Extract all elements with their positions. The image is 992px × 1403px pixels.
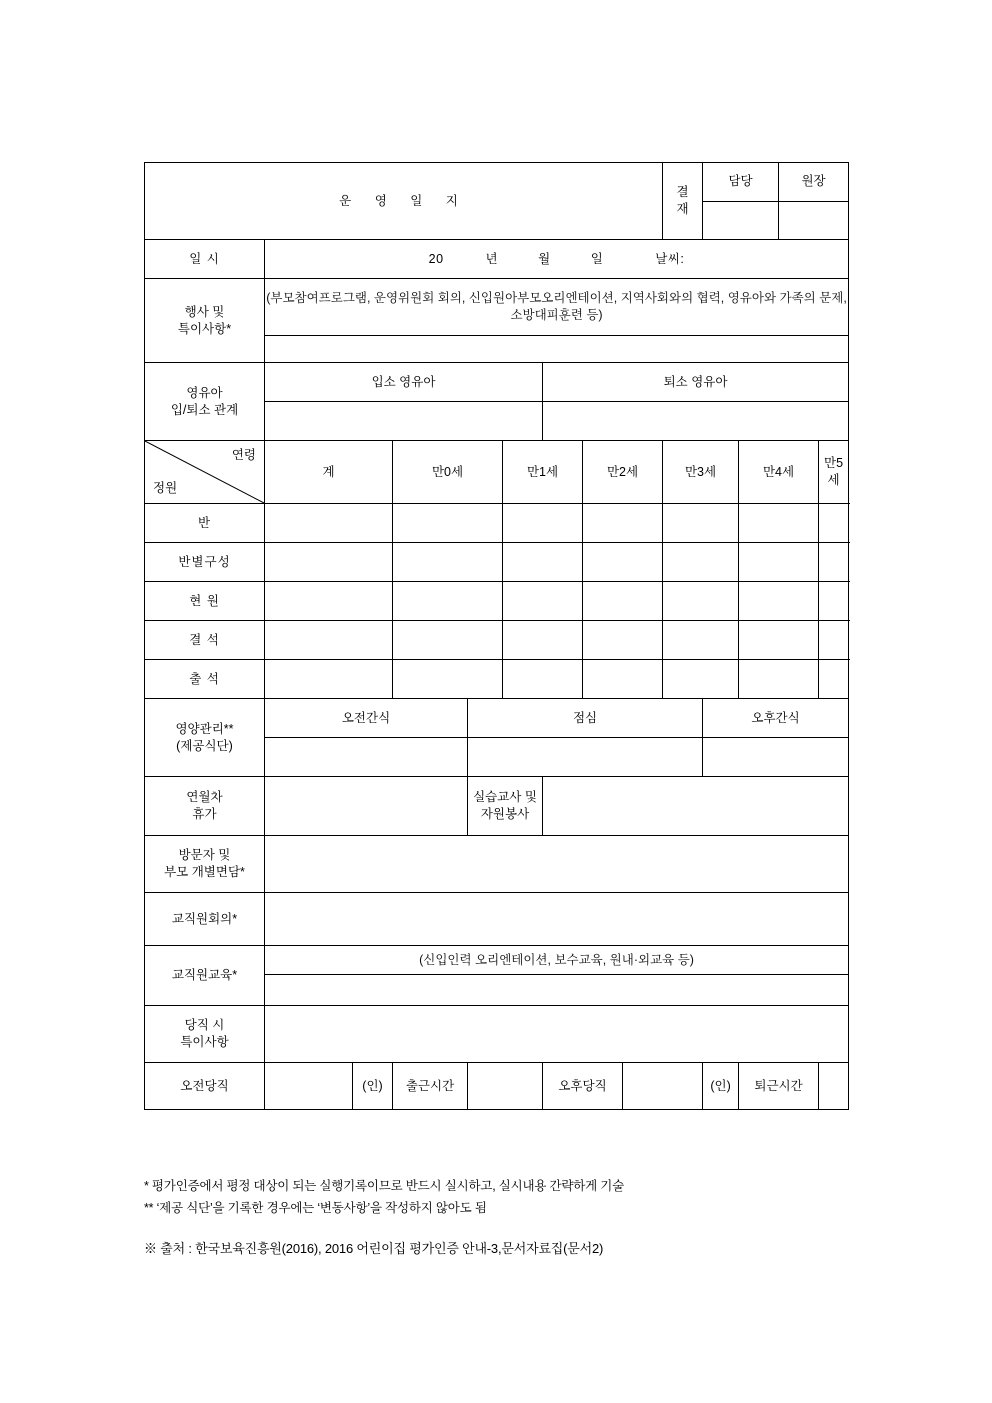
capacity-cell[interactable] xyxy=(819,504,849,543)
enroll-value-out[interactable] xyxy=(543,402,849,441)
capacity-cell[interactable] xyxy=(583,660,663,699)
capacity-cell[interactable] xyxy=(663,543,739,582)
capacity-cell[interactable] xyxy=(503,621,583,660)
capacity-cell[interactable] xyxy=(663,660,739,699)
staff-meeting-value[interactable] xyxy=(265,893,849,946)
age-header-1: 만1세 xyxy=(503,441,583,504)
age-header-2: 만2세 xyxy=(583,441,663,504)
nutrition-value-lunch[interactable] xyxy=(468,738,703,777)
capacity-cell[interactable] xyxy=(503,504,583,543)
weather-label: 날씨: xyxy=(655,251,685,266)
visitor-label-line2: 부모 개별면담* xyxy=(164,865,245,879)
capacity-cell[interactable] xyxy=(663,504,739,543)
capacity-row-label-present: 출 석 xyxy=(145,660,265,699)
staff-meeting-label: 교직원회의* xyxy=(145,893,265,946)
nutrition-label-line1: 영양관리** xyxy=(175,721,234,736)
morning-duty-label: 오전당직 xyxy=(145,1063,265,1110)
practicum-label-line2: 자원봉사 xyxy=(480,807,530,821)
corner-capacity-label: 정원 xyxy=(153,481,178,496)
form-table xyxy=(144,162,849,1110)
approval-header-manager: 담당 xyxy=(703,163,779,202)
date-field[interactable] xyxy=(265,240,849,279)
capacity-cell[interactable] xyxy=(739,504,819,543)
events-hint xyxy=(265,279,849,336)
capacity-cell[interactable] xyxy=(583,582,663,621)
date-label: 일 시 xyxy=(145,240,265,279)
staff-training-value[interactable] xyxy=(265,975,849,1006)
clock-out-label: 퇴근시간 xyxy=(739,1063,819,1110)
staff-training-hint: (신입인력 오리엔테이션, 보수교육, 원내·외교육 등) xyxy=(265,946,849,975)
capacity-cell[interactable] xyxy=(503,582,583,621)
approval-label-char-2: 재 xyxy=(676,202,689,216)
nutrition-value-afternoon-snack[interactable] xyxy=(703,738,849,777)
capacity-cell[interactable] xyxy=(739,582,819,621)
date-year-label: 년 xyxy=(485,251,499,266)
approval-header-director: 원장 xyxy=(779,163,849,202)
nutrition-label-line2: (제공식단) xyxy=(176,738,233,753)
capacity-cell[interactable] xyxy=(265,504,393,543)
capacity-cell[interactable] xyxy=(393,543,503,582)
capacity-cell[interactable] xyxy=(819,621,849,660)
clock-in-value[interactable] xyxy=(468,1063,543,1110)
events-value[interactable] xyxy=(265,336,849,363)
approval-label-char-1: 결 xyxy=(676,185,689,200)
afternoon-duty-name[interactable] xyxy=(623,1063,703,1110)
duty-notes-value[interactable] xyxy=(265,1006,849,1063)
clock-in-label: 출근시간 xyxy=(393,1063,468,1110)
capacity-cell[interactable] xyxy=(819,582,849,621)
capacity-cell[interactable] xyxy=(739,621,819,660)
nutrition-value-morning-snack[interactable] xyxy=(265,738,468,777)
capacity-cell[interactable] xyxy=(265,660,393,699)
capacity-row-label-current: 현 원 xyxy=(145,582,265,621)
capacity-cell[interactable] xyxy=(663,582,739,621)
age-header-3: 만3세 xyxy=(663,441,739,504)
morning-duty-name[interactable] xyxy=(265,1063,353,1110)
date-prefix: 20 xyxy=(428,251,444,266)
nutrition-header-afternoon-snack: 오후간식 xyxy=(703,699,849,738)
capacity-cell[interactable] xyxy=(583,504,663,543)
afternoon-duty-label: 오후당직 xyxy=(543,1063,623,1110)
capacity-cell[interactable] xyxy=(819,660,849,699)
capacity-cell[interactable] xyxy=(265,621,393,660)
date-month-label: 월 xyxy=(538,251,551,266)
approval-value-manager[interactable] xyxy=(703,201,779,240)
nutrition-label xyxy=(145,699,265,777)
enroll-label-line2: 입/퇴소 관계 xyxy=(170,402,239,417)
enroll-label-line1: 영유아 xyxy=(186,385,223,400)
visitor-label-line1: 방문자 및 xyxy=(178,848,231,863)
document-title: 운 영 일 지 xyxy=(145,163,663,240)
duty-notes-label-line2: 특이사항 xyxy=(180,1035,229,1049)
capacity-row-label-class: 반 xyxy=(145,504,265,543)
events-label xyxy=(145,279,265,363)
footnotes xyxy=(144,1176,904,1261)
footnote-2: ** ‘제공 식단’을 기록한 경우에는 ‘변동사항’을 작성하지 않아도 됨 xyxy=(144,1200,487,1215)
duty-notes-label xyxy=(145,1006,265,1063)
practicum-label-line1: 실습교사 및 xyxy=(473,790,537,805)
approval-label xyxy=(663,163,703,240)
age-header-total: 계 xyxy=(265,441,393,504)
nutrition-header-lunch: 점심 xyxy=(468,699,703,738)
visitor-label xyxy=(145,836,265,893)
leave-label-line2: 휴가 xyxy=(192,807,217,821)
events-label-line1: 행사 및 xyxy=(184,304,225,319)
capacity-row-label-absent: 결 석 xyxy=(145,621,265,660)
leave-label xyxy=(145,777,265,836)
age-header-5: 만5세 xyxy=(819,441,849,504)
operation-log-form xyxy=(144,162,848,1110)
enroll-value-in[interactable] xyxy=(265,402,543,441)
leave-label-line1: 연월차 xyxy=(186,790,223,805)
capacity-corner-header xyxy=(145,441,265,504)
capacity-row-label-composition: 반별구성 xyxy=(145,543,265,582)
footnote-1: * 평가인증에서 평정 대상이 되는 실행기록이므로 반드시 실시하고, 실시내용 간략하게 기술 xyxy=(144,1179,625,1193)
corner-age-label: 연령 xyxy=(231,448,256,462)
practicum-label xyxy=(468,777,543,836)
nutrition-header-morning-snack: 오전간식 xyxy=(265,699,468,738)
capacity-cell[interactable] xyxy=(393,582,503,621)
capacity-cell[interactable] xyxy=(265,582,393,621)
visitor-value[interactable] xyxy=(265,836,849,893)
events-hint-line2: 소방대피훈련 등) xyxy=(510,308,603,322)
capacity-cell[interactable] xyxy=(265,543,393,582)
staff-training-label: 교직원교육* xyxy=(145,946,265,1006)
morning-duty-seal: (인) xyxy=(353,1063,393,1110)
duty-notes-label-line1: 당직 시 xyxy=(184,1018,225,1033)
capacity-cell[interactable] xyxy=(739,660,819,699)
enroll-header-out: 퇴소 영유아 xyxy=(543,363,849,402)
capacity-cell[interactable] xyxy=(503,660,583,699)
practicum-value[interactable] xyxy=(543,777,849,836)
enroll-label xyxy=(145,363,265,441)
clock-out-value[interactable] xyxy=(819,1063,849,1110)
capacity-cell[interactable] xyxy=(393,660,503,699)
capacity-cell[interactable] xyxy=(739,543,819,582)
capacity-cell[interactable] xyxy=(393,621,503,660)
events-label-line2: 특이사항* xyxy=(177,321,232,336)
capacity-cell[interactable] xyxy=(503,543,583,582)
leave-value[interactable] xyxy=(265,777,468,836)
capacity-cell[interactable] xyxy=(583,621,663,660)
capacity-cell[interactable] xyxy=(819,543,849,582)
date-day-label: 일 xyxy=(590,251,604,266)
capacity-cell[interactable] xyxy=(583,543,663,582)
enroll-header-in: 입소 영유아 xyxy=(265,363,543,402)
age-header-4: 만4세 xyxy=(739,441,819,504)
approval-value-director[interactable] xyxy=(779,201,849,240)
source-note: ※ 출처 : 한국보육진흥원(2016), 2016 어린이집 평가인증 안내-3,문서자료집(문서2) xyxy=(144,1240,604,1256)
events-hint-line1: (부모참여프로그램, 운영위원회 회의, 신입원아부모오리엔테이션, 지역사회와의 협력, 영유아와 가족의 문제, xyxy=(266,291,847,306)
age-header-0: 만0세 xyxy=(393,441,503,504)
capacity-cell[interactable] xyxy=(393,504,503,543)
capacity-cell[interactable] xyxy=(663,621,739,660)
afternoon-duty-seal: (인) xyxy=(703,1063,739,1110)
